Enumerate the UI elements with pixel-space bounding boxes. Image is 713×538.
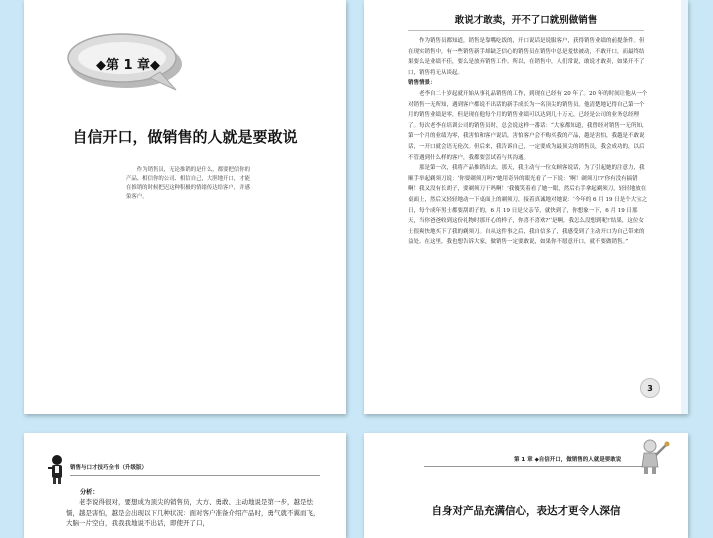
- chapter-intro: 作为销售员，无论推销的是什么，都要把信你的产品、相信你的公司、相信自己，大胆地开口，才能在推销的时候把迟这种积极的情绪传达给客户，并感染客户。: [126, 167, 251, 200]
- paragraph: 老李自二十岁起就开始从事礼品销售的工作，到现在已经有 20 年了。20 年的时间让他从一个对销售一无所知，遇到客户都说不出话的新手成长为一名顶尖的销售员。他清楚地记得自己第一个月的销售业绩是零，但是现在他每个月的销售业绩可以达到几十万元，已经是公司的业务总经理了。每次老李在培训公司的销售员时，总会说这样一番话：“大家都知道，我曾经对销售一无所知，第一个月的业绩为零，我害怕和客户说话，害怕客户会不购买我的产品，越是害怕，我越是不敢说话，一开口就会语无伦次。但后来，我告诉自己，一定要成为最顶尖的销售员，我会成功的，以后不管遇到什么样的客户，我都要尝试着与其沟通。: [408, 90, 648, 161]
- page-chapter-opener: [24, 0, 346, 414]
- chapter-badge: ◆第 1 章◆: [95, 57, 161, 73]
- page-content-4: [24, 433, 346, 538]
- running-head: 敢说才敢卖，开不了口就别做销售: [454, 15, 598, 26]
- body-text: [408, 36, 648, 248]
- header-divider: [424, 466, 654, 467]
- mascot-figure-icon: [636, 437, 670, 475]
- page-header: 销售与口才技巧全书（升级版）: [70, 465, 148, 471]
- page-number-badge: 3: [640, 378, 660, 398]
- paragraph: 作为销售员都知道，销售是靠嘴吃饭的，开口说话是说服客户，获得销售业绩的前提条件。但在现实销售中，有一些销售新手却缺乏信心的销售员在销售中总是羞怯被动，不敢开口，而最终结果要么是业绩不佳，要么是放弃销售工作。所以，在销售中，人们常说，敢说才敢卖，如果开不了口，销售将无从谈起。: [408, 38, 645, 76]
- page-content-5: [364, 433, 688, 538]
- subheading: 分析：: [80, 489, 99, 496]
- header-divider: [70, 475, 320, 476]
- chapter-title: 自信开口，做销售的人就是要敢说: [72, 128, 298, 146]
- paragraph: 那是第一次，我将产品推销出去。那天，我主动与一位女顾客说话，为了引起她的注意力，我顺手举起剃须刀说：‘你要剃须刀吗?’她用奇异的眼光看了一下说：‘啊！剃须刀!?’你有没有搞错啊！我又没有长胡子，要剃须刀干吗啊！’我傻笑着看了她一眼，然后右手拿起剃须刀，轻轻地放在桌面上，然后又轻轻地动一下桌面上的剃须刀，接着真诚地对她说：‘今年的 6 月 19 日是个大宝之日，每个成年男士都要刮胡子的，6 月 19 日是父亲节，就快到了，你想象一下，6 月 19 日那天，当你爸爸收到这份礼物时那开心的样子，你喜不喜欢?’‘是啊，我怎么没想到呢!’结果，这位女士很爽快地买下了我的剃须刀。自从这件事之后，我自信多了，我感受到了主动开口为自己带来的益处。在这里，我也想告诉大家，做销售一定要敢说，如果你不愿意开口，就不要做销售。”: [408, 165, 648, 246]
- section-title: 自身对产品充满信心，表达才更令人深信: [431, 505, 621, 517]
- mascot-figure-icon: [46, 453, 68, 485]
- page-edge: [681, 0, 688, 414]
- header-divider: [408, 30, 644, 31]
- body-text: 老李说得很对，要想成为顶尖的销售员，大方、勇敢、主动地说是第一步，越是怯懦，越是害怕，越是会出现以下几种状况：面对客户准备介绍产品时，勇气就不翼而飞，大脑一片空白，我我我地说不出话，即使开了口，: [66, 498, 320, 527]
- subheading: 销售情景：: [408, 80, 436, 87]
- page-content-3: [364, 0, 688, 414]
- page-header: 第 1 章 ◆自信开口，做销售的人就是要敢说: [514, 457, 622, 463]
